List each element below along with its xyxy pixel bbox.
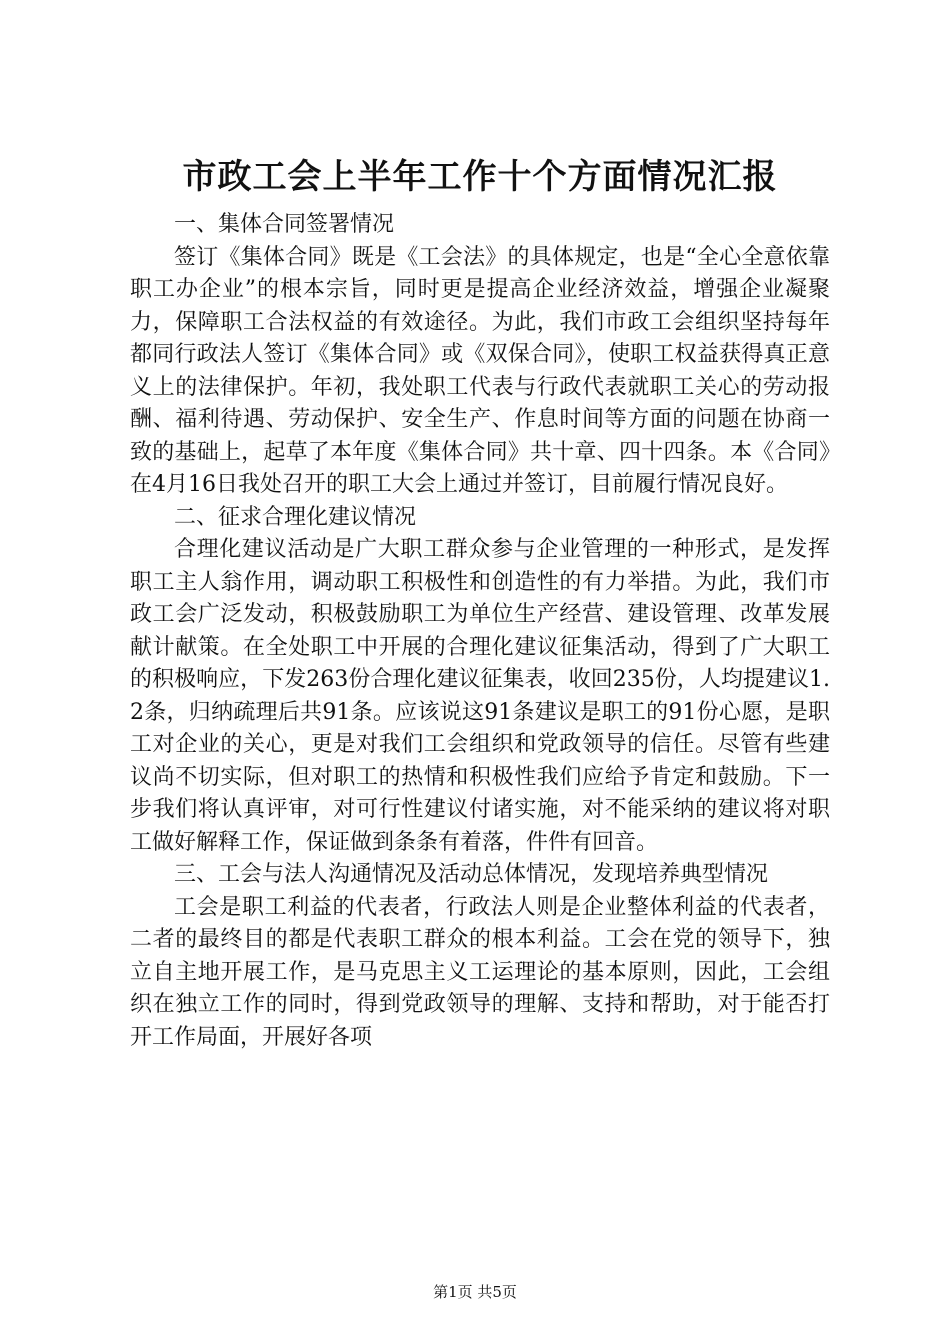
section-2-paragraph: 合理化建议活动是广大职工群众参与企业管理的一种形式，是发挥职工主人翁作用，调动职工积极性和创造性的有力举措。为此，我们市政工会广泛发动，积极鼓励职工为单位生产经营、建设管理、改革发展献计献策。在全处职工中开展的合理化建议征集活动，得到了广大职工的积极响应，下发263份合理化建议征集表，收回235份，人均提建议1.2条，归纳疏理后共91条。应该说这91条建议是职工的91份心愿，是职工对企业的关心，更是对我们工会组织和党政领导的信任。尽管有些建议尚不切实际，但对职工的热情和积极性我们应给予肯定和鼓励。下一步我们将认真评审，对可行性建议付诸实施，对不能采纳的建议将对职工做好解释工作，保证做到条条有着落，件件有回音。 [130,537,830,855]
section-1-paragraph: 签订《集体合同》既是《工会法》的具体规定，也是“全心全意依靠职工办企业”的根本宗旨，同时更是提高企业经济效益，增强企业凝聚力，保障职工合法权益的有效途径。为此，我们市政工会组织坚持每年都同行政法人签订《集体合同》或《双保合同》，使职工权益获得真正意义上的法律保护。年初，我处职工代表与行政代表就职工关心的劳动报酬、福利待遇、劳动保护、安全生产、作息时间等方面的问题在协商一致的基础上，起草了本年度《集体合同》共十章、四十四条。本《合同》在4月16日我处召开的职工大会上通过并签订，目前履行情况良好。 [130,244,830,497]
section-3-paragraph: 工会是职工利益的代表者，行政法人则是企业整体利益的代表者，二者的最终目的都是代表职工群众的根本利益。工会在党的领导下，独立自主地开展工作，是马克思主义工运理论的基本原则，因此，工会组织在独立工作的同时，得到党政领导的理解、支持和帮助，对于能否打开工作局面，开展好各项 [130,894,830,1050]
document-page [130,150,830,1054]
section-3-heading: 三、工会与法人沟通情况及活动总体情况，发现培养典型情况 [174,862,769,887]
section-2-heading: 二、征求合理化建议情况 [174,504,417,530]
document-title: 市政工会上半年工作十个方面情况汇报 [182,157,778,197]
page-number-footer: 第1页 共5页 [433,1283,517,1301]
section-1-heading: 一、集体合同签署情况 [174,212,395,237]
